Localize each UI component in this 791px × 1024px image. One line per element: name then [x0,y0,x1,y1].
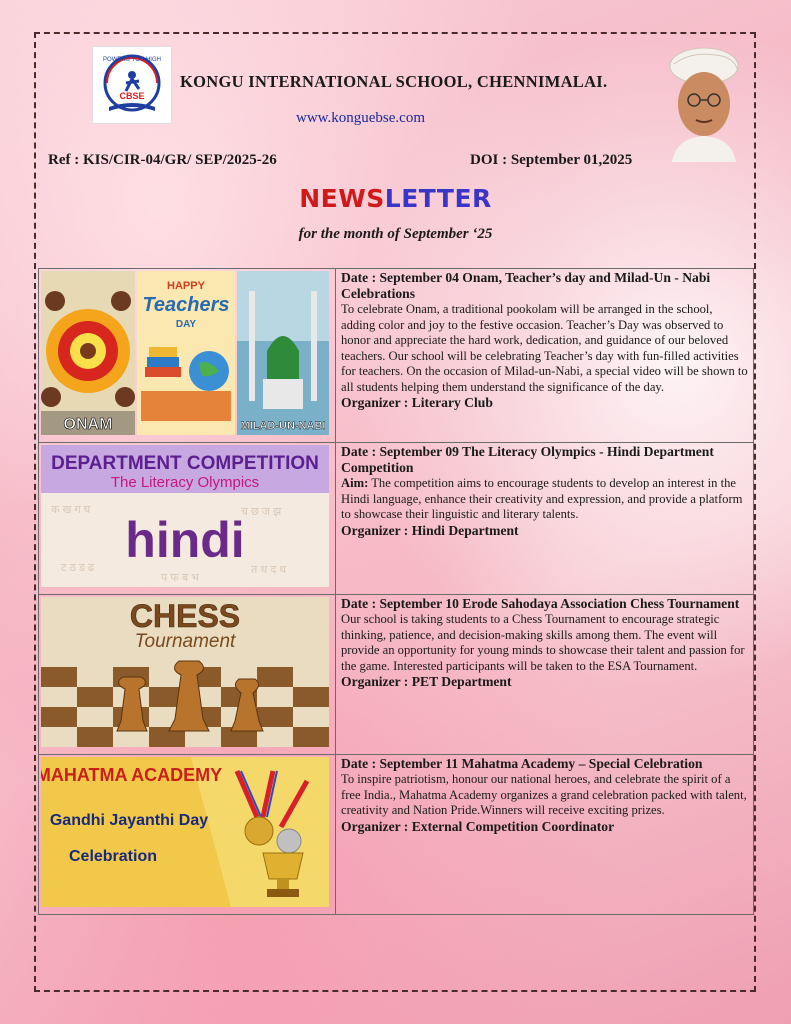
title-part-news: NEWS [299,184,385,213]
event-image-cell [39,269,336,443]
caption-onam: ONAM [63,416,113,433]
caption-teachers: Teachers [142,294,230,316]
event-text-cell [336,595,754,755]
caption-department: DEPARTMENT COMPETITION [51,453,319,474]
caption-literacy: The Literacy Olympics [110,474,260,491]
chess-tournament-image [41,597,329,747]
event-description: To inspire patriotism, honour our national heroes, and celebrate the spirit of a free India., Mahatma Academy organizes a grand celebration packed with talent, creativity and Nation Pride.Winners will receive exciting prizes. [341,772,747,817]
caption-mahatma: MAHATMA ACADEMY [41,765,223,785]
newsletter-title [0,184,791,213]
onam-teachers-milad-image [41,271,329,435]
event-heading: Date : September 04 Onam, Teacher’s day and Milad-Un - Nabi Celebrations [341,270,711,301]
caption-celebration: Celebration [68,848,158,865]
svg-text:त थ द ध: त थ द ध [251,564,287,576]
event-organizer: Organizer : PET Department [341,674,512,689]
portrait-image [662,44,744,162]
aim-text: The competition aims to encourage students to develop an interest in the Hindi language, enhance their creativity and expression, and provide a platform to showcase their linguistic and literary talents. [341,476,743,521]
event-organizer: Organizer : External Competition Coordinator [341,818,615,834]
event-image-cell [39,443,336,595]
event-description: To celebrate Onam, a traditional pookolam will be arranged in the school, adding color and joy to the festive occasion. Teacher’s Day was observed to honor and appreciate the hard work, dedication, and guidance of our beloved teachers. Our school will be celebrating Teacher’s day with fun-filled activities for teachers. On the occasion of Milad-un-Nabi, a special video will be shown to all students helping them understand the significance of the day. [341,302,748,394]
aim-label: Aim: [341,476,369,490]
caption-gandhi: Gandhi Jayanthi Day [49,812,209,829]
date-of-issue: DOI : September 01,2025 [470,152,633,168]
event-heading: Date : September 10 Erode Sahodaya Association Chess Tournament [341,596,740,611]
caption-hindi: hindi [125,512,245,568]
caption-tournament: Tournament [134,631,236,652]
events-table [38,268,754,915]
hindi-competition-image [41,445,329,587]
caption-day: DAY [175,319,197,330]
event-row [39,269,754,443]
caption-chess: CHESS [129,598,241,634]
event-heading: Date : September 11 Mahatma Academy – Special Celebration [341,756,703,771]
school-name: KONGU INTERNATIONAL SCHOOL, CHENNIMALAI. [180,72,608,91]
svg-text:च छ ज झ: च छ ज झ [241,506,282,518]
newsletter-subtitle: for the month of September ‘25 [298,226,493,242]
event-organizer: Organizer : Literary Club [341,395,493,410]
event-heading: Date : September 09 The Literacy Olympics - Hindi Department Competition [341,444,714,475]
logo-text-top: POWERS YOU HIGH [103,57,161,63]
logo-text-cbse: CBSE [119,91,145,101]
website-link[interactable]: www.konguebse.com [296,110,426,126]
event-text-cell [336,755,754,915]
svg-text:क ख ग घ: क ख ग घ [51,504,91,516]
svg-text:प फ ब भ: प फ ब भ [161,572,199,584]
event-text-cell [336,269,754,443]
event-image-cell [39,755,336,915]
title-part-letter: LETTER [384,184,492,213]
event-row [39,755,754,915]
school-logo [92,46,172,124]
event-organizer: Organizer : Hindi Department [341,522,519,538]
event-image-cell [39,595,336,755]
event-description [341,476,749,523]
reference-number: Ref : KIS/CIR-04/GR/ SEP/2025-26 [48,152,277,168]
svg-text:ट ठ ड ढ: ट ठ ड ढ [61,562,95,574]
event-description: Our school is taking students to a Chess Tournament to encourage strategic thinking, patience, and decision-making skills among them. The event will provide an opportunity for young minds to showcase their talent and passion for the game. Interested participants will be taken to the ESA Tournament. [341,612,745,673]
caption-milad: MILAD-UN-NABI [240,420,326,432]
caption-happy: HAPPY [167,280,205,292]
event-row [39,595,754,755]
event-row [39,443,754,595]
event-text-cell [336,443,754,595]
mahatma-academy-image [41,757,329,907]
